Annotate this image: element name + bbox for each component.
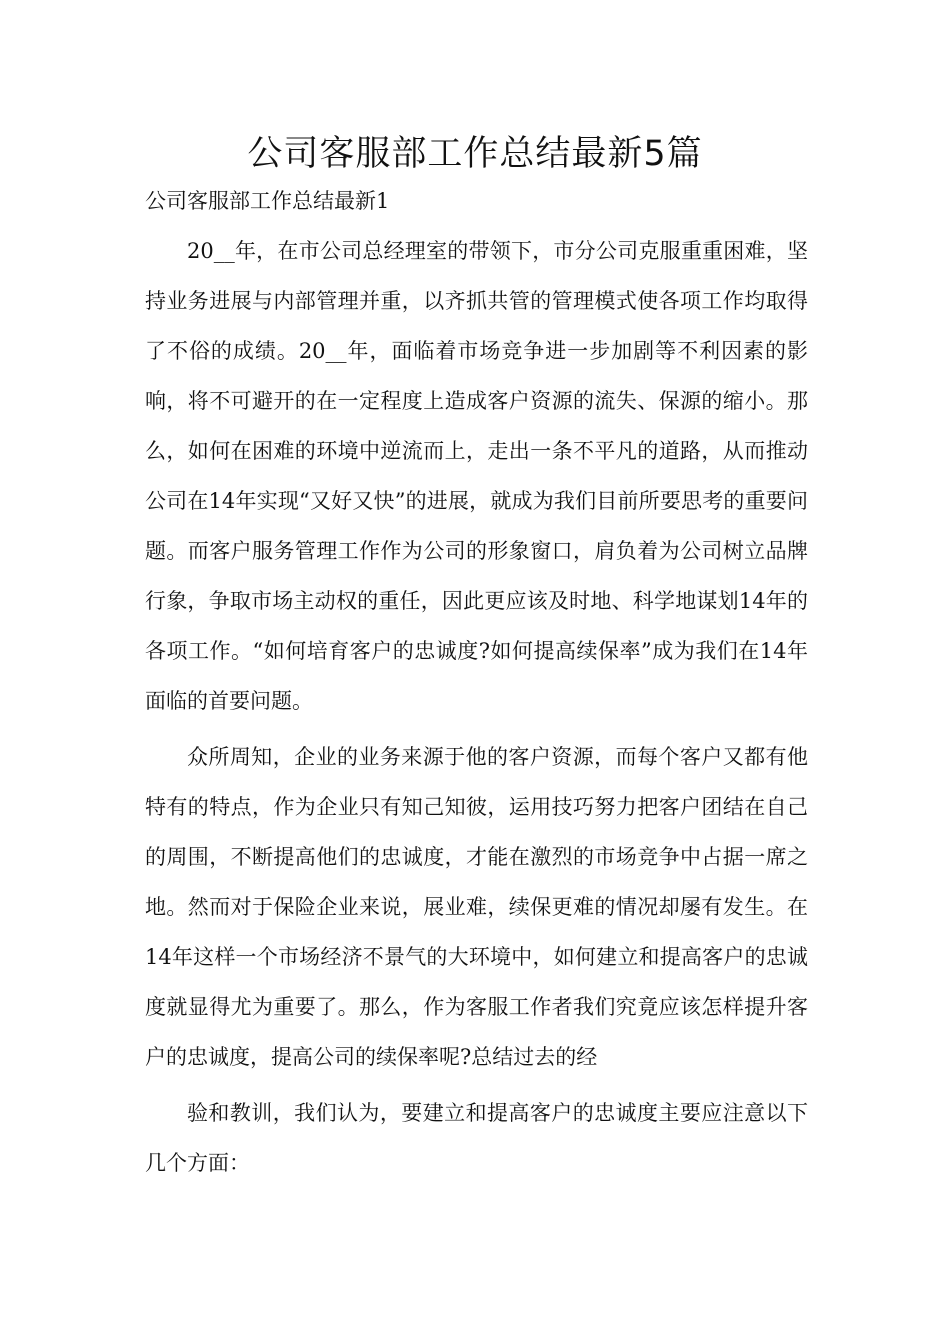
document-title: 公司客服部工作总结最新5篇 <box>247 134 703 174</box>
section-heading: 公司客服部工作总结最新1 <box>145 189 390 213</box>
paragraph-3: 验和教训，我们认为，要建立和提高客户的忠诚度主要应注意以下几个方面： <box>145 1101 808 1175</box>
paragraph-2: 众所周知，企业的业务来源于他的客户资源，而每个客户又都有他特有的特点，作为企业只有知己知彼，运用技巧努力把客户团结在自己的周围，不断提高他们的忠诚度，才能在激烈的市场竞争中占据一席之地。然而对于保险企业来说，展业难，续保更难的情况却屡有发生。在14年这样一个市场经济不景气的大环境中，如何建立和提高客户的忠诚度就显得尤为重要了。那么，作为客服工作者我们究竟应该怎样提升客户的忠诚度，提高公司的续保率呢?总结过去的经 <box>145 745 808 1069</box>
document-body <box>145 176 808 1194</box>
paragraph-1: 20__年，在市公司总经理室的带领下，市分公司克服重重困难，坚持业务进展与内部管理并重，以齐抓共管的管理模式使各项工作均取得了不俗的成绩。20__年，面临着市场竞争进一步加剧等不利因素的影响，将不可避开的在一定程度上造成客户资源的流失、保源的缩小。那么，如何在困难的环境中逆流而上，走出一条不平凡的道路，从而推动公司在14年实现“又好又快”的进展，就成为我们目前所要思考的重要问题。而客户服务管理工作作为公司的形象窗口，肩负着为公司树立品牌行象，争取市场主动权的重任，因此更应该及时地、科学地谋划14年的各项工作。“如何培育客户的忠诚度?如何提高续保率”成为我们在14年面临的首要问题。 <box>145 239 808 713</box>
